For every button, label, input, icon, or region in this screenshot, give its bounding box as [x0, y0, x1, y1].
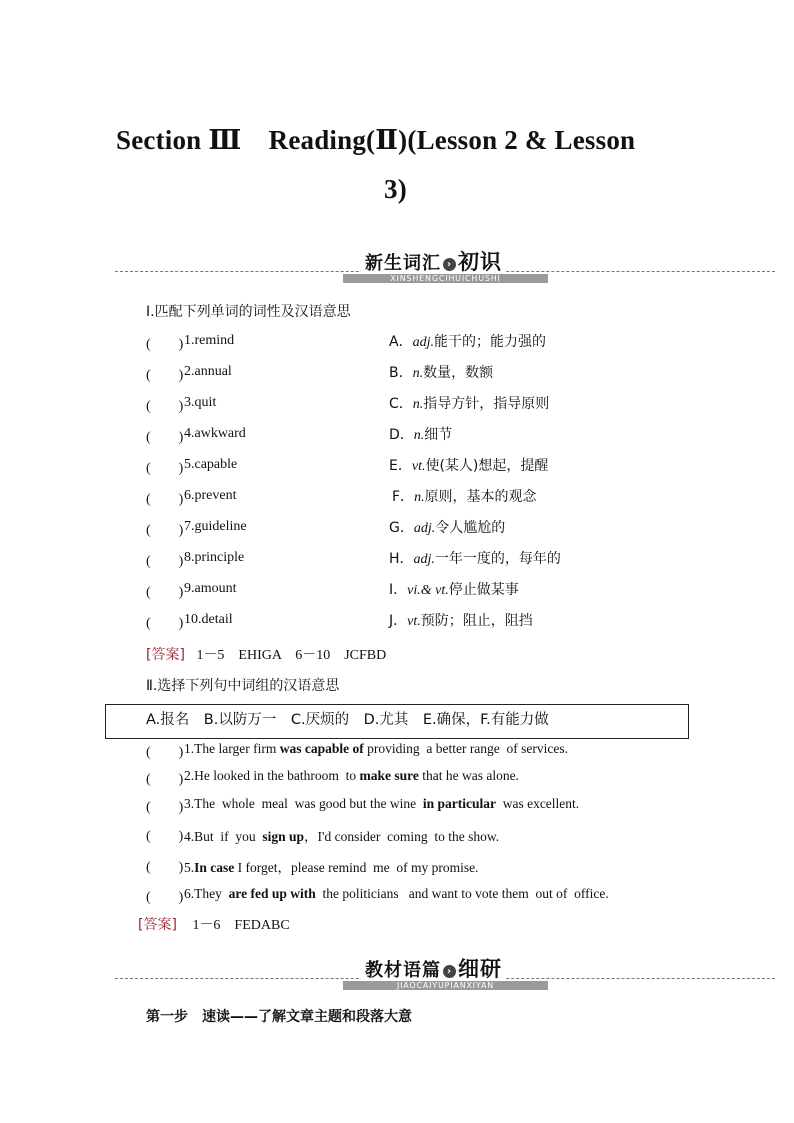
sentence-item: [184, 825, 499, 845]
sentence-text: the politicians and want to vote them out of office.: [315, 886, 609, 901]
word-item: 9.amount: [184, 581, 237, 596]
phrase-options: A.报名 B.以防万一 C.厌烦的 D.尤其 E.确保，F.有能力做: [146, 712, 549, 728]
part-of-speech: vt.: [407, 614, 421, 629]
meaning-option: [389, 579, 519, 599]
answer-blank: ( ): [146, 523, 184, 538]
part-of-speech: adj.: [413, 521, 436, 536]
answer-blank: ( ): [146, 616, 184, 631]
word-item: 5.capable: [184, 457, 238, 472]
word-item: 4.awkward: [184, 426, 246, 441]
word-item: 7.guideline: [184, 519, 247, 534]
answer-tag: [答案]: [146, 647, 185, 663]
answer-blank: ( ): [146, 430, 184, 445]
sentence-item: [184, 856, 478, 876]
option-letter: A．: [389, 334, 413, 350]
answer-blank: ( ): [146, 890, 184, 905]
key-phrase: In case: [194, 860, 235, 875]
word-item: 2.annual: [184, 364, 232, 379]
answer-blank: ( ): [146, 800, 184, 815]
option-letter: H．: [389, 551, 414, 567]
part-of-speech: n.: [414, 490, 425, 505]
option-letter: J．: [389, 613, 408, 629]
banner-pinyin: XINSHENGCIHUICHUSHI: [343, 274, 548, 283]
answer-blank: ( ): [146, 492, 184, 507]
word-item: 8.principle: [184, 550, 245, 565]
sentence-item: [184, 741, 568, 757]
key-phrase: make sure: [359, 768, 419, 783]
sentence-item: [184, 768, 519, 784]
option-letter: I．: [389, 582, 408, 598]
meaning-option: [389, 517, 505, 537]
meaning-option: [389, 393, 549, 413]
sentence-text: 6.They: [184, 886, 229, 901]
sentence-item: [184, 886, 609, 902]
meaning-option: [389, 610, 533, 630]
part-of-speech: vt.: [411, 459, 426, 474]
option-meaning: 细节: [424, 427, 453, 443]
option-letter: E．: [389, 458, 412, 474]
option-letter: F．: [392, 489, 415, 505]
option-meaning: 停止做某事: [448, 582, 519, 598]
part-of-speech: n.: [412, 366, 424, 381]
banner-head-a: 新生词汇: [365, 253, 441, 274]
sentence-text: was excellent.: [495, 796, 580, 811]
banner-head-b: 细研: [458, 957, 502, 981]
sentence-text: 1.The larger firm: [184, 741, 280, 756]
part1-heading: Ⅰ.匹配下列单词的词性及汉语意思: [146, 304, 351, 320]
sentence-text: providing a better range of services.: [363, 741, 569, 756]
sentence-text: I forget，please remind me of my promise.: [234, 860, 479, 875]
section-banner-reading: [115, 953, 775, 993]
banner-head-b: 初识: [458, 250, 502, 274]
sentence-text: ，I'd consider coming to the show.: [304, 829, 500, 844]
option-meaning: 令人尴尬的: [435, 520, 506, 536]
arrow-icon: ›: [443, 965, 456, 978]
answer-blank: ( ): [146, 399, 184, 414]
answer-blank: ( ): [146, 461, 184, 476]
option-letter: D．: [389, 427, 414, 443]
step1-heading: 第一步 速读——了解文章主题和段落大意: [146, 1009, 412, 1025]
option-meaning: 能干的；能力强的: [433, 334, 546, 350]
sentence-text: 4.But if you: [184, 829, 263, 844]
option-letter: C．: [389, 396, 413, 412]
option-meaning: 数量，数额: [423, 365, 494, 381]
answer-blank: ( ): [146, 337, 184, 352]
word-item: 1.remind: [184, 333, 235, 348]
word-item: 3.quit: [184, 395, 217, 410]
part-of-speech: n.: [412, 397, 424, 412]
part-of-speech: n.: [413, 428, 425, 443]
page-title-line1: Section Ⅲ Reading(Ⅱ)(Lesson 2 & Lesson: [116, 125, 636, 155]
banner-pinyin: JIAOCAIYUPIANXIYAN: [343, 981, 548, 990]
answer-blank: ( ): [146, 585, 184, 600]
answer-blank: ( ): [146, 745, 184, 760]
part-of-speech: vi.& vt.: [407, 583, 449, 598]
sentence-item: [184, 796, 579, 812]
answer-blank: ( ): [146, 368, 184, 383]
option-letter: B．: [389, 365, 413, 381]
key-phrase: are fed up with: [228, 886, 316, 901]
answer-line-2: [138, 914, 290, 934]
answer-text: 1－6 FEDABC: [192, 918, 290, 933]
word-item: 6.prevent: [184, 488, 237, 503]
option-meaning: 预防；阻止，阻挡: [420, 613, 533, 629]
option-meaning: 指导方针，指导原则: [423, 396, 550, 412]
key-phrase: in particular: [422, 796, 496, 811]
meaning-option: [389, 455, 548, 475]
meaning-option: [389, 331, 546, 351]
answer-blank: ( ): [146, 772, 184, 787]
meaning-option: [389, 424, 452, 444]
option-meaning: 一年一度的，每年的: [434, 551, 561, 567]
sentence-text: 5.: [184, 860, 195, 875]
part2-heading: Ⅱ.选择下列句中词组的汉语意思: [146, 678, 340, 694]
answer-text: 1－5 EHIGA 6－10 JCFBD: [196, 648, 387, 663]
sentence-text: that he was alone.: [418, 768, 519, 783]
meaning-option: [389, 548, 561, 568]
page-title-line2: 3): [384, 174, 407, 204]
answer-blank: ( ): [146, 860, 184, 875]
banner-head-a: 教材语篇: [365, 960, 441, 981]
word-item: 10.detail: [184, 612, 233, 627]
meaning-option: [389, 362, 493, 382]
option-meaning: 使(某人)想起，提醒: [425, 458, 549, 474]
answer-line-1: [146, 644, 386, 664]
part-of-speech: adj.: [413, 552, 435, 567]
answer-blank: ( ): [146, 554, 184, 569]
arrow-icon: ›: [443, 258, 456, 271]
part-of-speech: adj.: [412, 335, 434, 350]
key-phrase: was capable of: [279, 741, 364, 756]
sentence-text: 3.The whole meal was good but the wine: [184, 796, 423, 811]
option-meaning: 原则，基本的观念: [424, 489, 537, 505]
answer-blank: ( ): [146, 829, 184, 844]
key-phrase: sign up: [262, 829, 305, 844]
section-banner-vocab: [115, 246, 775, 286]
option-letter: G．: [389, 520, 414, 536]
answer-tag: [答案]: [138, 917, 177, 933]
sentence-text: 2.He looked in the bathroom to: [184, 768, 360, 783]
meaning-option: [392, 486, 537, 506]
